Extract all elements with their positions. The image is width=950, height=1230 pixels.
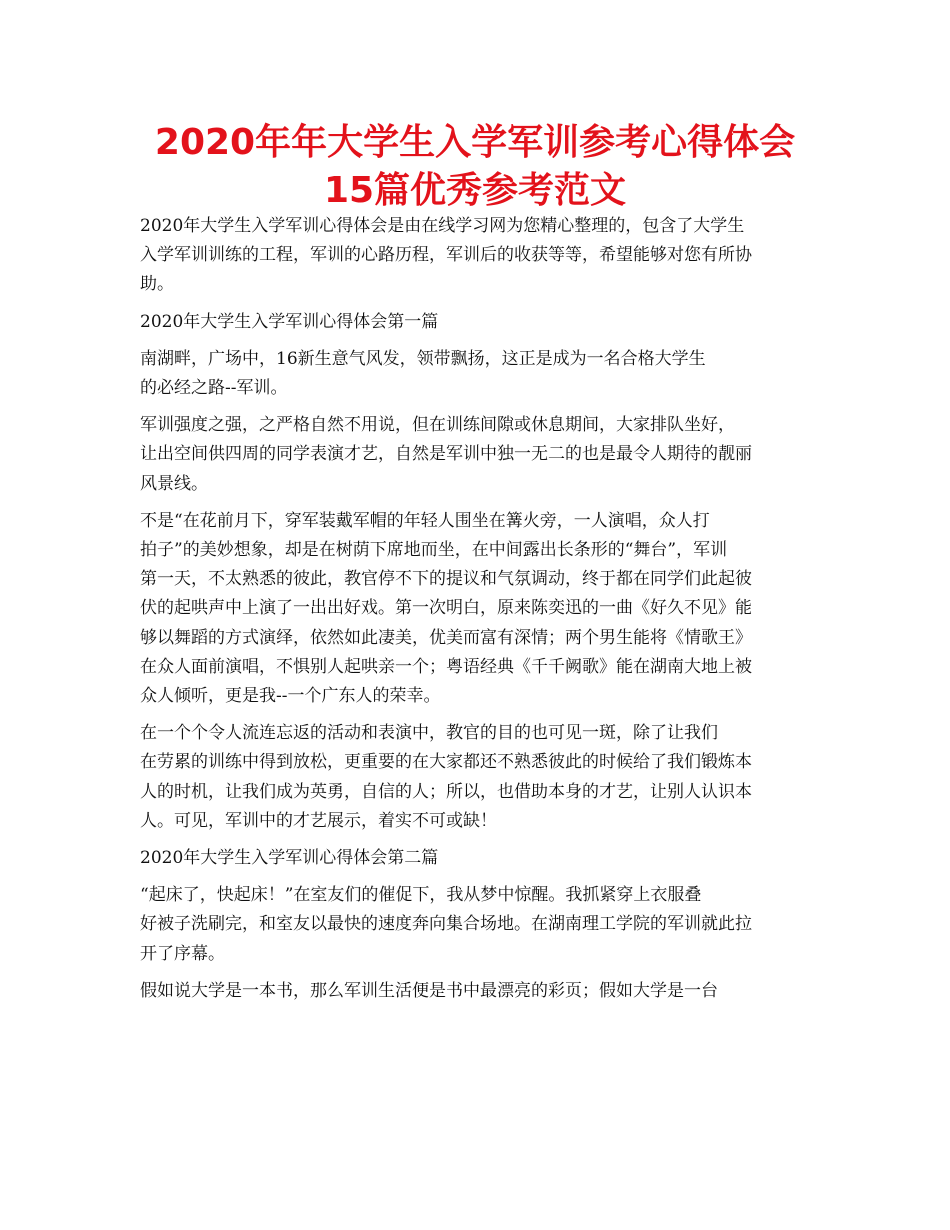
body-paragraph: “起床了，快起床！”在室友们的催促下，我从梦中惊醒。我抓紧穿上衣服叠 好被子洗刷完，和室友以最快的速度奔向集合场地。在湖南理工学院的军训就此拉 开了序幕。 bbox=[140, 885, 752, 964]
intro-paragraph: 2020年大学生入学军训心得体会是由在线学习网为您精心整理的，包含了大学生 入学军训训练的工程，军训的心路历程，军训后的收获等等，希望能够对您有所协 助。 bbox=[140, 216, 752, 295]
section-heading-1: 2020年大学生入学军训心得体会第一篇 bbox=[140, 311, 439, 332]
document-body bbox=[140, 212, 830, 1014]
document-title-line-1: 2020年年大学生入学军训参考心得体会 bbox=[154, 122, 796, 163]
section-heading-2: 2020年大学生入学军训心得体会第二篇 bbox=[140, 848, 439, 869]
body-paragraph: 不是“在花前月下，穿军装戴军帽的年轻人围坐在篝火旁，一人演唱，众人打 拍子”的美妙想象，却是在树荫下席地而坐，在中间露出长条形的“舞台”，军训 第一天，不太熟悉的彼此，教官停不下的提议和气氛调动，终于都在同学们此起彼 伏的起哄声中上演了一出出好戏。第一次明白，原来陈奕迅的一曲《好久不见》能 够以舞蹈的方式演绎，依然如此凄美，优美而富有深情；两个男生能将《情歌王》 在众人面前演唱，不惧别人起哄亲一个；粤语经典《千千阙歌》能在湖南大地上被 众人倾听，更是我--一个广东人的荣幸。 bbox=[140, 510, 752, 707]
body-paragraph: 南湖畔，广场中，16新生意气风发，领带飘扬，这正是成为一名合格大学生 的必经之路--军训。 bbox=[140, 348, 706, 399]
body-paragraph: 在一个个令人流连忘返的活动和表演中，教官的目的也可见一斑，除了让我们 在劳累的训练中得到放松，更重要的在大家都还不熟悉彼此的时候给了我们锻炼本 人的时机，让我们成为英勇，自信的人；所以，也借助本身的才艺，让别人认识本 人。可见，军训中的才艺展示，着实不可或缺！ bbox=[140, 723, 752, 831]
body-paragraph: 假如说大学是一本书，那么军训生活便是书中最漂亮的彩页；假如大学是一台 bbox=[140, 980, 718, 1001]
body-paragraph: 军训强度之强，之严格自然不用说，但在训练间隙或休息期间，大家排队坐好， 让出空间供四周的同学表演才艺，自然是军训中独一无二的也是最令人期待的靓丽 风景线。 bbox=[140, 415, 752, 494]
document-title-line-2: 15篇优秀参考范文 bbox=[323, 170, 627, 211]
